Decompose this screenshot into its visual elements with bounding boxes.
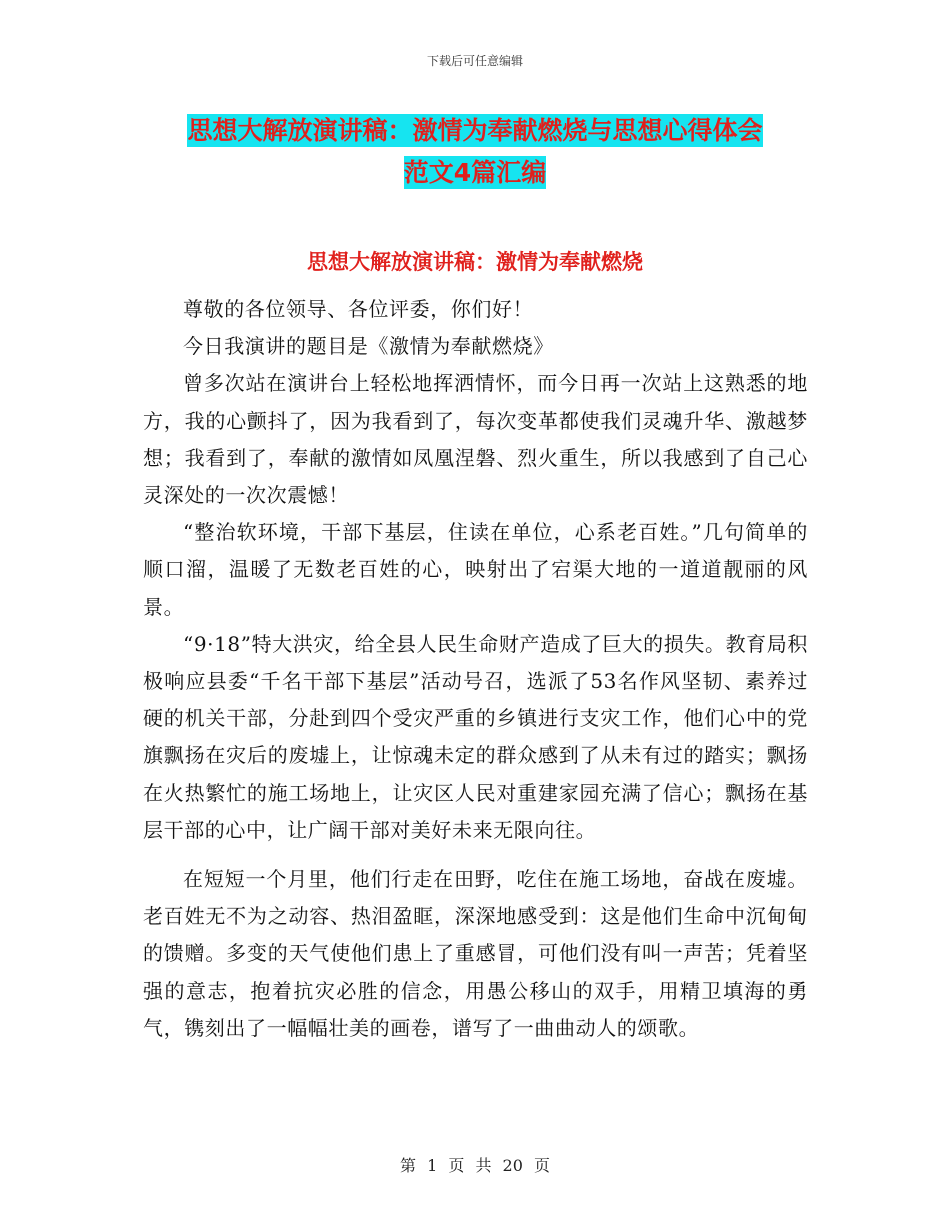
header-note: 下载后可任意编辑 bbox=[426, 54, 523, 68]
paragraph-text: “整治软环境，干部下基层，住读在单位，心系老百姓。”几句简单的顺口溜，温暖了无数老百姓的心，映射出了宕渠大地的一道道靓丽的风景。 bbox=[143, 520, 808, 619]
paragraph-text: 在短短一个月里，他们行走在田野，吃住在施工场地，奋战在废墟。老百姓无不为之动容、热泪盈眶，深深地感受到：这是他们生命中沉甸甸的馈赠。多变的天气使他们患上了重感冒，可他们没有叫一声苦；凭着坚强的意志，抱着抗灾必胜的信念，用愚公移山的双手，用精卫填海的勇气，镌刻出了一幅幅壮美的画卷，谱写了一曲曲动人的颂歌。 bbox=[143, 867, 808, 1040]
document-title-text-2: 范文4篇汇编 bbox=[403, 158, 547, 187]
paragraph-text: 曾多次站在演讲台上轻松地挥洒情怀，而今日再一次站上这熟悉的地方，我的心颤抖了，因为我看到了，每次变革都使我们灵魂升华、激越梦想；我看到了，奉献的激情如凤凰涅磐、烈火重生，所以我感到了自己心灵深处的一次次震憾！ bbox=[143, 371, 808, 508]
paragraph-text: “9·18”特大洪灾，给全县人民生命财产造成了巨大的损失。教育局积极响应县委“千名干部下基层”活动号召，选派了53名作风坚韧、素养过硬的机关干部，分赴到四个受灾严重的乡镇进行支灾工作，他们心中的党旗飘扬在灾后的废墟上，让惊魂未定的群众感到了从未有过的踏实；飘扬在火热繁忙的施工场地上，让灾区人民对重建家园充满了信心；飘扬在基层干部的心中，让广阔干部对美好未来无限向往。 bbox=[143, 631, 808, 842]
document-body bbox=[143, 291, 808, 1047]
paragraph-topic: 今日我演讲的题目是《激情为奉献燃烧》 bbox=[183, 334, 554, 359]
section-title: 思想大解放演讲稿：激情为奉献燃烧 bbox=[307, 250, 643, 274]
page-number-footer: 第 1 页 共 20 页 bbox=[400, 1156, 550, 1175]
document-title-line-1 bbox=[0, 111, 950, 151]
document-title-text-1: 思想大解放演讲稿：激情为奉献燃烧与思想心得体会 bbox=[187, 116, 763, 145]
document-title-line-2 bbox=[0, 153, 950, 193]
paragraph-greeting: 尊敬的各位领导、各位评委，你们好！ bbox=[183, 297, 534, 321]
